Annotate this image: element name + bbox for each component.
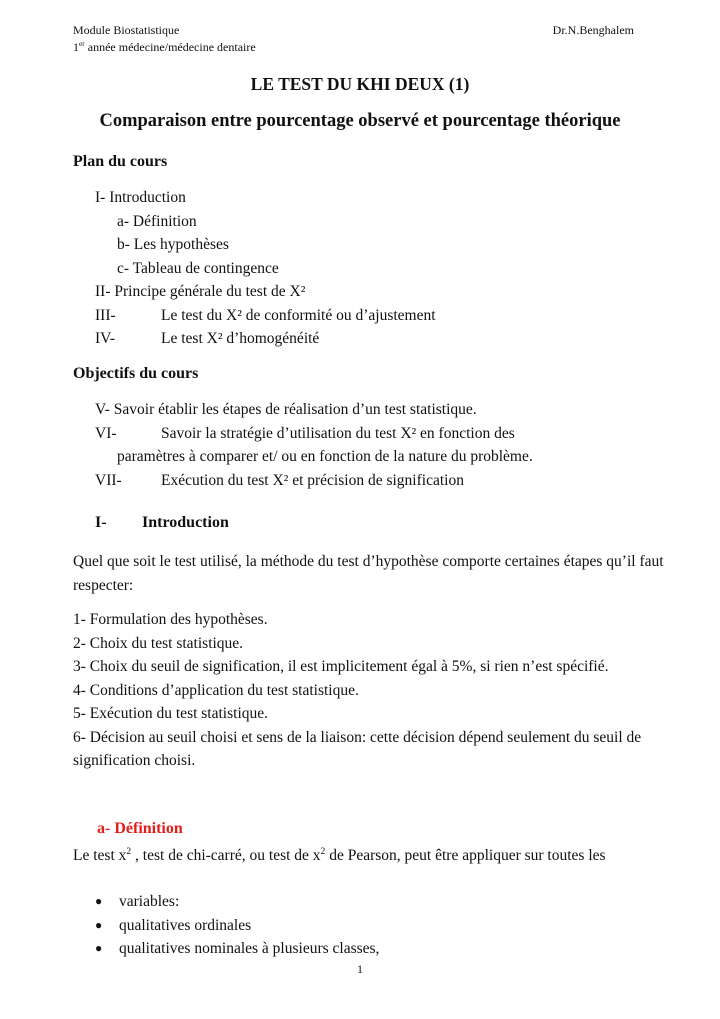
- step-item: 5- Exécution du test statistique.: [73, 705, 269, 722]
- step-item: 2- Choix du test statistique.: [73, 634, 244, 652]
- objective-item: VII- Exécution du test X² et précision de signification: [95, 471, 464, 489]
- step-item: 6- Décision au seuil choisi et sens de la liaison: cette décision dépend seulement du seuil de signification choisi.: [73, 728, 642, 769]
- plan-subitem: c- Tableau de contingence: [117, 259, 279, 277]
- year-line: 1er année médecine/médecine dentaire: [73, 39, 256, 54]
- plan-subitem: a- Définition: [117, 212, 197, 230]
- plan-list: [95, 186, 436, 351]
- definition-bullets: [95, 890, 379, 961]
- step-item: 1- Formulation des hypothèses.: [73, 611, 268, 628]
- header-left: [73, 22, 256, 56]
- objectives-list: [95, 398, 533, 492]
- introduction-heading: I- Introduction: [95, 514, 229, 531]
- objective-item: V- Savoir établir les étapes de réalisation d’un test statistique.: [95, 401, 477, 418]
- plan-item: IV- Le test X² d’homogénéité: [95, 330, 320, 347]
- definition-heading: a- Définition: [97, 820, 183, 837]
- plan-heading: Plan du cours: [73, 153, 168, 170]
- page-number: 1: [357, 962, 363, 976]
- plan-subitem: b- Les hypothèses: [117, 236, 229, 253]
- page-subtitle: Comparaison entre pourcentage observé et pourcentage théorique: [99, 111, 621, 131]
- plan-item: I- Introduction: [95, 189, 186, 206]
- bullet-item: ● qualitatives ordinales: [95, 914, 379, 938]
- author-name: Dr.N.Benghalem: [552, 23, 634, 37]
- bullet-item: ● variables:: [95, 890, 379, 914]
- objective-continuation: paramètres à comparer et/ ou en fonction de la nature du problème.: [117, 448, 533, 465]
- objective-item: VI- Savoir la stratégie d’utilisation du test X² en fonction des: [95, 424, 515, 442]
- plan-item: II- Principe générale du test de X²: [95, 283, 306, 300]
- objectives-heading: Objectifs du cours: [73, 365, 199, 382]
- bullet-item: ● qualitatives nominales à plusieurs classes,: [95, 937, 379, 961]
- module-name: Module Biostatistique: [73, 23, 180, 37]
- step-item: 4- Conditions d’application du test statistique.: [73, 681, 359, 699]
- bullet-icon: ●: [95, 917, 103, 932]
- plan-item: III- Le test du X² de conformité ou d’ajustement: [95, 306, 436, 324]
- steps-list: [73, 608, 673, 773]
- definition-paragraph: Le test $x^2$ , test de chi-carré, ou test de $x^2$ de Pearson, peut être appliquer sur toutes les: [73, 845, 606, 864]
- bullet-icon: ●: [95, 894, 103, 908]
- step-item: 3- Choix du seuil de signification, il est implicitement égal à 5%, si rien n’est spécifié.: [73, 658, 609, 675]
- bullet-icon: ●: [95, 941, 103, 955]
- page-title: LE TEST DU KHI DEUX (1): [250, 74, 470, 94]
- introduction-paragraph: Quel que soit le test utilisé, la méthode du test d’hypothèse comporte certaines étapes qu’il faut respecter:: [73, 553, 664, 594]
